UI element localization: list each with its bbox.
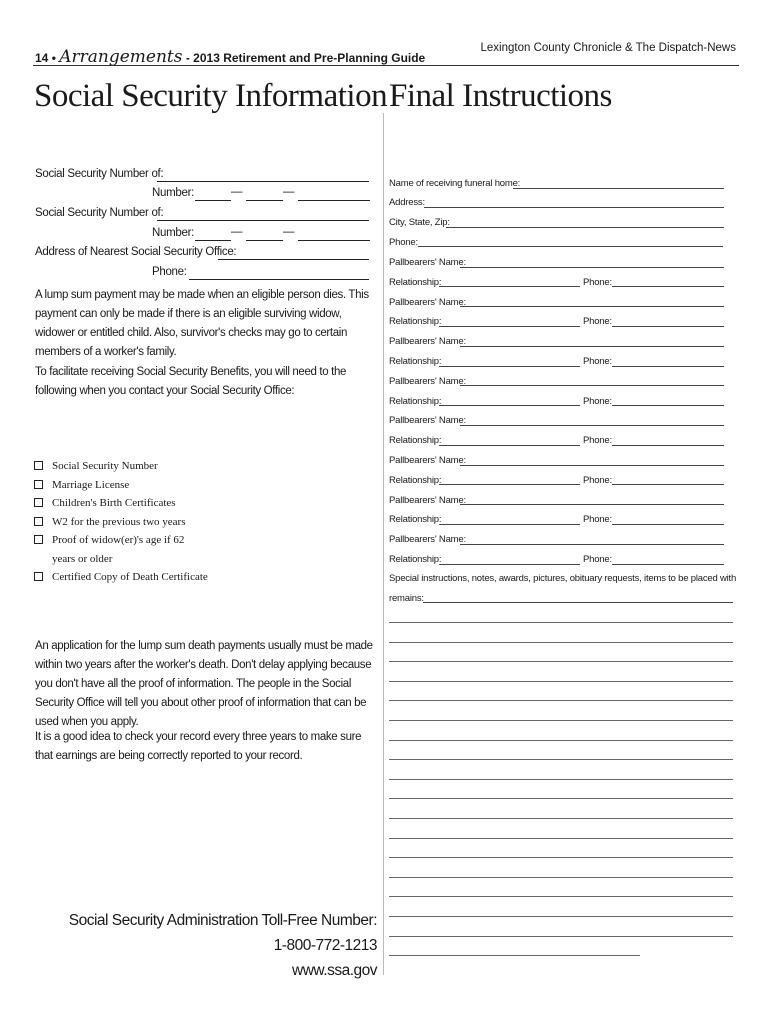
pallbearer-phone-label: Phone: [583,316,612,328]
social-security-title: Social Security Information [34,78,388,114]
check-record-paragraph: It is a good idea to check your record every three years to make sure that earnings are being correctly reported to your record. [35,731,362,762]
header-bullet: • [51,51,56,65]
pallbearer-phone-field[interactable] [612,445,724,446]
pallbearer-phone-label: Phone: [583,514,612,526]
remains-field[interactable] [423,602,733,603]
notes-line[interactable] [389,759,733,760]
pallbearer-name-label: Pallbearers' Name: [389,257,466,268]
notes-line[interactable] [389,681,733,682]
pallbearer-name-label: Pallbearers' Name: [389,296,466,308]
pallbearer-name-label: Pallbearers' Name: [389,375,466,387]
pallbearer-name-label: Pallbearers' Name: [389,534,466,546]
city-label: City, State, Zip: [389,217,450,228]
checkbox[interactable] [34,461,43,470]
address-field[interactable] [424,207,724,208]
guide-title: - 2013 Retirement and Pre-Planning Guide [185,51,426,65]
checkbox[interactable] [34,517,43,526]
office-address-field[interactable] [218,259,369,260]
tollfree-number: 1-800-772-1213 [273,937,377,954]
pallbearer-phone-field[interactable] [612,326,724,327]
ss-number-part1-field-2[interactable] [195,240,231,241]
pallbearer-name-label: Pallbearers' Name: [389,415,466,427]
notes-line[interactable] [389,798,733,799]
special-instructions-label: Special instructions, notes, awards, pictures, obituary requests, items to be placed with [389,573,737,584]
pallbearer-name-label: Pallbearers' Name: [389,455,466,466]
notes-line[interactable] [389,622,733,623]
funeral-home-label: Name of receiving funeral home: [389,178,521,189]
office-phone-field[interactable] [189,279,369,280]
ss-number-part3-field-2[interactable] [298,240,370,241]
relationship-label: Relationship: [389,395,442,407]
pallbearer-phone-label: Phone: [583,356,612,367]
application-paragraph: An application for the lump sum death payments usually must be made within two years after the worker's death. Don't delay applying because you don't have all the proof of information. The people in the Social Security Office will tell you about other proof of information that can be used when you apply. [35,640,373,728]
pallbearer-name-field[interactable] [460,346,724,347]
notes-line[interactable] [389,877,733,878]
ss-number-part3-field-1[interactable] [298,200,370,201]
relationship-field[interactable] [439,286,580,287]
ss-number-part2-field-2[interactable] [246,240,283,241]
list-item-continued: years or older [52,552,113,565]
pallbearer-name-field[interactable] [460,504,724,505]
pallbearer-name-label: Pallbearers' Name: [389,494,466,506]
pallbearer-phone-field[interactable] [612,405,724,406]
list-item[interactable]: Proof of widow(er)'s age if 62 years or older [34,531,208,568]
dash: — [283,186,295,198]
notes-line[interactable] [389,661,733,662]
ss-number-part1-field-1[interactable] [195,200,231,201]
list-item[interactable]: Marriage License [34,476,208,495]
dash: — [231,226,243,238]
pallbearer-phone-label: Phone: [583,435,612,447]
column-divider [383,113,384,975]
pallbearer-phone-field[interactable] [612,286,724,287]
ss-number-of-label-2: Social Security Number of: [35,207,164,219]
dash: — [283,226,295,238]
address-label: Address: [389,197,425,208]
header-rule [33,65,739,66]
pallbearer-name-field[interactable] [460,306,724,307]
pallbearer-phone-label: Phone: [583,276,612,288]
notes-line[interactable] [389,896,733,897]
list-item[interactable]: W2 for the previous two years [34,513,208,532]
list-item[interactable]: Certified Copy of Death Certificate [34,568,208,587]
checkbox[interactable] [34,498,43,507]
relationship-label: Relationship: [389,316,442,328]
checkbox[interactable] [34,480,43,489]
relationship-label: Relationship: [389,514,442,526]
list-item[interactable]: Children's Birth Certificates [34,494,208,513]
notes-line[interactable] [389,779,733,780]
notes-line[interactable] [389,642,733,643]
relationship-field[interactable] [439,484,580,485]
pallbearer-name-field[interactable] [460,544,724,545]
phone-field[interactable] [418,246,723,247]
number-label-1: Number: [152,187,194,199]
notes-line[interactable] [389,838,733,839]
pallbearer-phone-field[interactable] [612,524,724,525]
pallbearer-name-label: Pallbearers' Name: [389,336,466,348]
lump-sum-paragraph: A lump sum payment may be made when an eligible person dies. This payment can only be made if there is an eligible surviving widow, widower or entitled child. Also, survivor's checks may go to certain members of a worker's family. [35,289,369,358]
documents-checklist [34,457,208,587]
relationship-label: Relationship: [389,435,442,447]
ss-name-field-1[interactable] [157,181,369,182]
page-number: 14 [35,51,49,65]
notes-line[interactable] [389,955,640,956]
pallbearer-name-field[interactable] [460,465,724,466]
pallbearer-phone-field[interactable] [612,366,724,367]
pallbearer-phone-field[interactable] [612,484,724,485]
final-instructions-title: Final Instructions [389,78,612,114]
pallbearer-name-field[interactable] [460,267,724,268]
relationship-field[interactable] [439,564,580,565]
pallbearer-phone-field[interactable] [612,564,724,565]
city-field[interactable] [446,227,724,228]
pallbearer-phone-label: Phone: [583,474,612,486]
relationship-field[interactable] [439,366,580,367]
relationship-label: Relationship: [389,356,442,367]
office-phone-label: Phone: [152,266,187,278]
notes-line[interactable] [389,740,733,741]
notes-line[interactable] [389,720,733,721]
notes-line[interactable] [389,857,733,858]
remains-label: remains: [389,593,424,604]
relationship-label: Relationship: [389,276,442,288]
relationship-field[interactable] [439,326,580,327]
pallbearer-name-field[interactable] [460,385,724,386]
ss-name-field-2[interactable] [157,220,369,221]
relationship-field[interactable] [439,405,580,406]
number-label-2: Number: [152,227,194,239]
relationship-label: Relationship: [389,554,442,565]
tollfree-label: Social Security Administration Toll-Free Number: [68,912,377,929]
list-item[interactable]: Social Security Number [34,457,208,476]
running-header [35,47,425,67]
facilitate-paragraph: To facilitate receiving Social Security Benefits, you will need to the following when you contact your Social Security Office: [35,366,347,397]
notes-line[interactable] [389,936,733,937]
checkbox[interactable] [34,572,43,581]
relationship-label: Relationship: [389,474,442,486]
ss-number-part2-field-1[interactable] [246,200,283,201]
office-address-label: Address of Nearest Social Security Office: [35,246,237,258]
pallbearer-name-field[interactable] [460,425,724,426]
publication-name: Lexington County Chronicle & The Dispatch-News [480,42,736,54]
website-link[interactable]: www.ssa.gov [292,962,377,979]
pallbearer-phone-label: Phone: [583,395,612,407]
pallbearer-phone-label: Phone: [583,554,612,565]
checkbox[interactable] [34,535,43,544]
notes-line[interactable] [389,818,733,819]
notes-line[interactable] [389,916,733,917]
phone-label: Phone: [389,237,418,248]
ss-number-of-label-1: Social Security Number of: [35,168,164,180]
relationship-field[interactable] [439,524,580,525]
dash: — [231,186,243,198]
tollfree-block [69,908,377,983]
funeral-home-field[interactable] [513,188,724,189]
arrangements-logo: Arrangements [59,47,183,67]
notes-line[interactable] [389,700,733,701]
relationship-field[interactable] [439,445,580,446]
